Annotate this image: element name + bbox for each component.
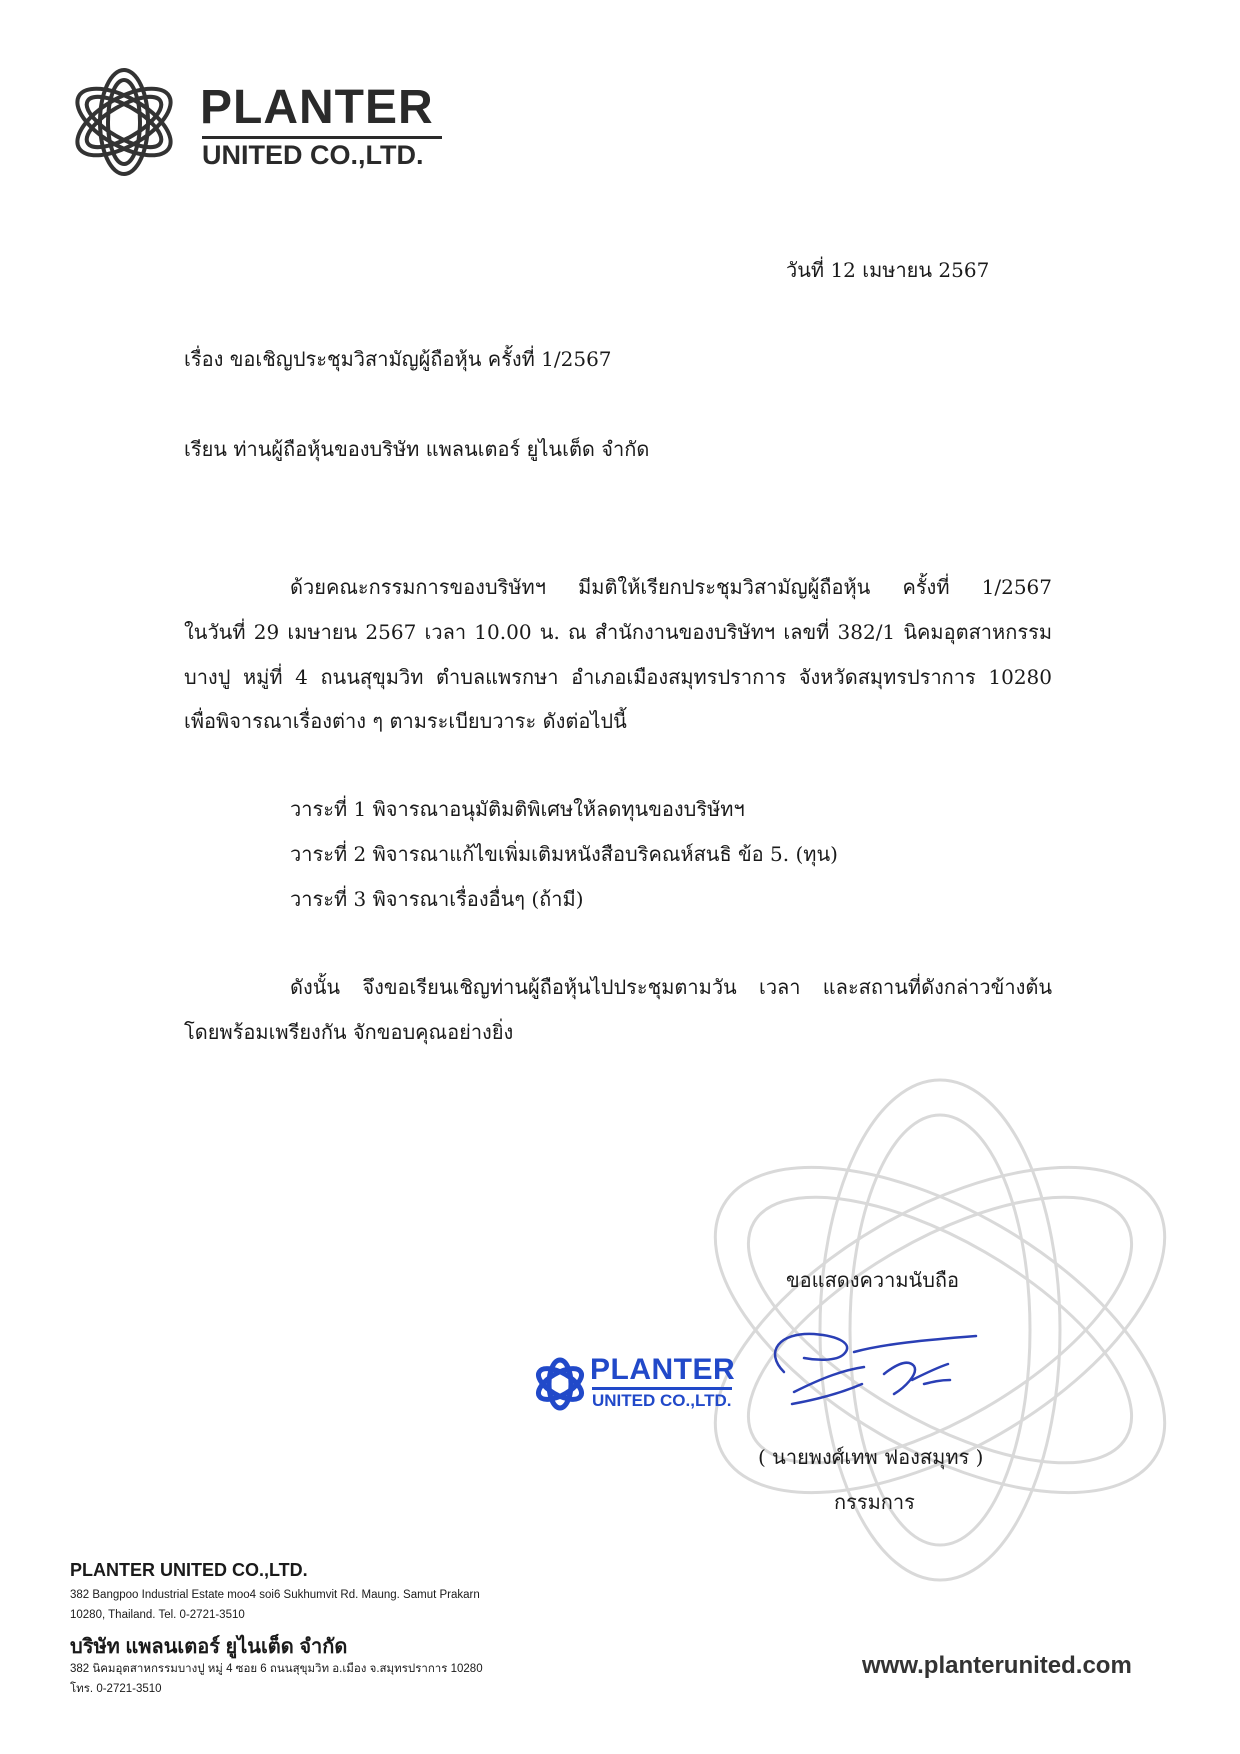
stamp-name: PLANTER [590,1353,736,1386]
stamp-divider [592,1387,732,1390]
logo-divider [202,136,442,139]
paragraph-2-line-1: ดังนั้น จึงขอเรียนเชิญท่านผู้ถือหุ้นไปประชุมตามวัน เวลา และสถานที่ดังกล่าวข้างต้น [290,975,1052,999]
logo-name: PLANTER [200,81,434,134]
paragraph-1-line-2: ในวันที่ 29 เมษายน 2567 เวลา 10.00 น. ณ สำนักงานของบริษัทฯ เลขที่ 382/1 นิคมอุตสาหกรรม [184,620,1052,644]
company-logo-icon [64,62,184,182]
agenda-item-1: วาระที่ 1 พิจารณาอนุมัติมติพิเศษให้ลดทุนของบริษัทฯ [290,797,745,821]
letter-subject: เรื่อง ขอเชิญประชุมวิสามัญผู้ถือหุ้น ครั้งที่ 1/2567 [184,347,612,371]
paragraph-1-line-4: เพื่อพิจารณาเรื่องต่าง ๆ ตามระเบียบวาระ ดังต่อไปนี้ [184,709,627,733]
stamp-subtitle: UNITED CO.,LTD. [592,1391,732,1410]
signature-mark [744,1322,984,1422]
footer-address-en-line-2: 10280, Thailand. Tel. 0-2721-3510 [70,1609,245,1621]
footer-company-name-en: PLANTER UNITED CO.,LTD. [70,1560,308,1580]
paragraph-1-line-3: บางปู หมู่ที่ 4 ถนนสุขุมวิท ตำบลแพรกษา อำเภอเมืองสมุทรปราการ จังหวัดสมุทรปราการ 10280 [184,665,1052,689]
letter-date: วันที่ 12 เมษายน 2567 [786,258,990,282]
agenda-item-2: วาระที่ 2 พิจารณาแก้ไขเพิ่มเติมหนังสือบริคณห์สนธิ ข้อ 5. (ทุน) [290,842,838,866]
signer-name: ( นายพงศ์เทพ ฟองสมุทร ) [758,1445,984,1469]
letter-closing: ขอแสดงความนับถือ [786,1268,960,1292]
letter-recipient: เรียน ท่านผู้ถือหุ้นของบริษัท แพลนเตอร์ ยูไนเต็ด จำกัด [184,437,650,461]
footer-website-link[interactable]: www.planterunited.com [862,1652,1132,1679]
footer-address-th-line-1: 382 นิคมอุตสาหกรรมบางปู หมู่ 4 ซอย 6 ถนนสุขุมวิท อ.เมือง จ.สมุทรปราการ 10280 [70,1663,483,1675]
agenda-item-3: วาระที่ 3 พิจารณาเรื่องอื่นๆ (ถ้ามี) [290,887,584,911]
paragraph-1-line-1: ด้วยคณะกรรมการของบริษัทฯ มีมติให้เรียกประชุมวิสามัญผู้ถือหุ้น ครั้งที่ 1/2567 [290,575,1052,599]
paragraph-2-line-2: โดยพร้อมเพรียงกัน จักขอบคุณอย่างยิ่ง [184,1020,514,1044]
footer-address-th-line-2: โทร. 0-2721-3510 [70,1683,162,1695]
signer-title: กรรมการ [834,1490,915,1514]
footer-address-en-line-1: 382 Bangpoo Industrial Estate moo4 soi6 Sukhumvit Rd. Maung. Samut Prakarn [70,1589,480,1601]
logo-subtitle: UNITED CO.,LTD. [202,140,424,170]
footer-company-name-th: บริษัท แพลนเตอร์ ยูไนเต็ด จำกัด [70,1636,348,1658]
